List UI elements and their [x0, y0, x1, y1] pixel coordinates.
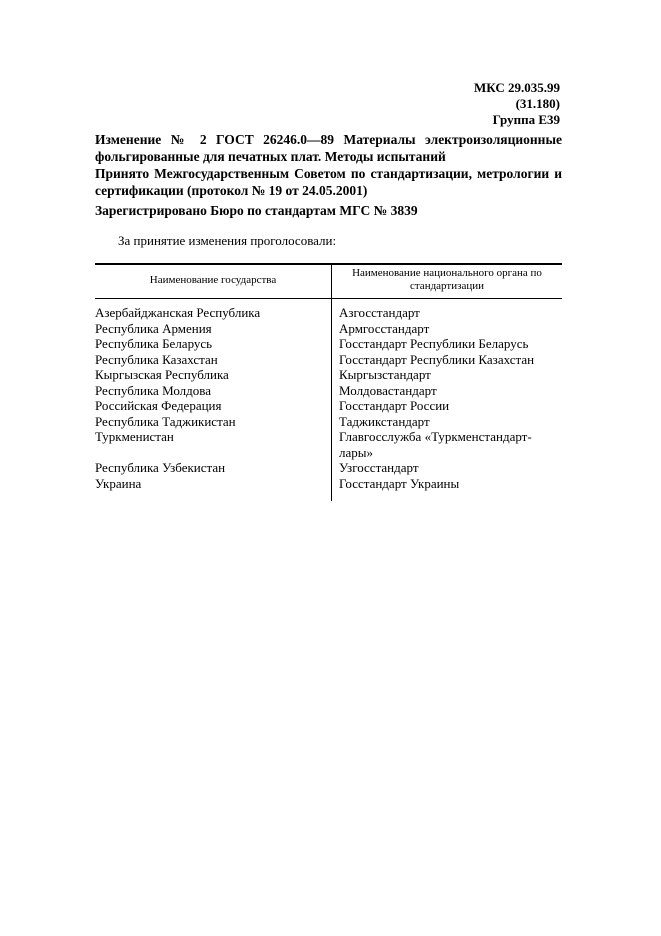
state-name: Кыргызская Республика: [95, 367, 229, 382]
state-name: Российская Федерация: [95, 398, 222, 413]
column-header-body: Наименование национального органа по стандартизации: [352, 267, 542, 292]
standards-body: Госстандарт Украины: [339, 475, 460, 491]
state-name: Туркменистан: [95, 429, 174, 444]
table-top-rule: [95, 263, 562, 265]
standards-body: Кыргызстандарт: [339, 367, 431, 382]
standards-body: Армгосстандарт: [339, 320, 430, 336]
table-row: [95, 383, 562, 399]
table-row: [95, 321, 562, 337]
standards-body: Госстандарт Республики Казахстан: [339, 351, 535, 367]
table-row: [95, 476, 562, 492]
standards-body: Таджикстандарт: [339, 413, 430, 429]
state-name: Республика Таджикистан: [95, 413, 236, 429]
table-body: [95, 305, 562, 491]
state-name: Азербайджанская Республика: [95, 305, 261, 320]
table-row: [95, 305, 562, 321]
standards-body: Узгосстандарт: [339, 460, 419, 475]
standards-body: Азгосстандарт: [339, 305, 420, 320]
okstu-code: (31.180): [515, 96, 560, 111]
table-row: [95, 367, 562, 383]
table-row: [95, 429, 562, 460]
state-name: Республика Армения: [95, 320, 212, 336]
voting-intro: За принятие изменения проголосовали:: [118, 233, 337, 248]
amendment-title: Изменение № 2 ГОСТ 26246.0—89 Материалы электроизоляционные фольгированные для печатных плат. Методы испытаний: [95, 132, 562, 164]
standards-body: Госстандарт Республики Беларусь: [339, 336, 529, 351]
column-header-state: Наименование государства: [149, 274, 277, 286]
group-code: Группа Е39: [492, 112, 560, 127]
registration-statement: Зарегистрировано Бюро по стандартам МГС № 3839: [95, 203, 418, 218]
state-name: Республика Молдова: [95, 382, 211, 398]
state-name: Республика Казахстан: [95, 351, 218, 367]
table-header-rule: [95, 298, 562, 299]
table-row: [95, 398, 562, 414]
table-row: [95, 414, 562, 430]
standards-body: Молдовастандарт: [339, 382, 437, 398]
table-row: [95, 460, 562, 476]
adopted-statement: Принято Межгосударственным Советом по стандартизации, метрологии и сертификации (протокол № 19 от 24.05.2001): [95, 166, 562, 198]
table-row: [95, 336, 562, 352]
standards-body: Главгосслужба «Туркменстандарт-лары»: [339, 429, 532, 460]
state-name: Украина: [95, 475, 142, 491]
table-row: [95, 352, 562, 368]
state-name: Республика Беларусь: [95, 336, 213, 351]
mks-code: МКС 29.035.99: [473, 80, 560, 95]
state-name: Республика Узбекистан: [95, 460, 226, 475]
standards-body: Госстандарт России: [339, 398, 450, 413]
